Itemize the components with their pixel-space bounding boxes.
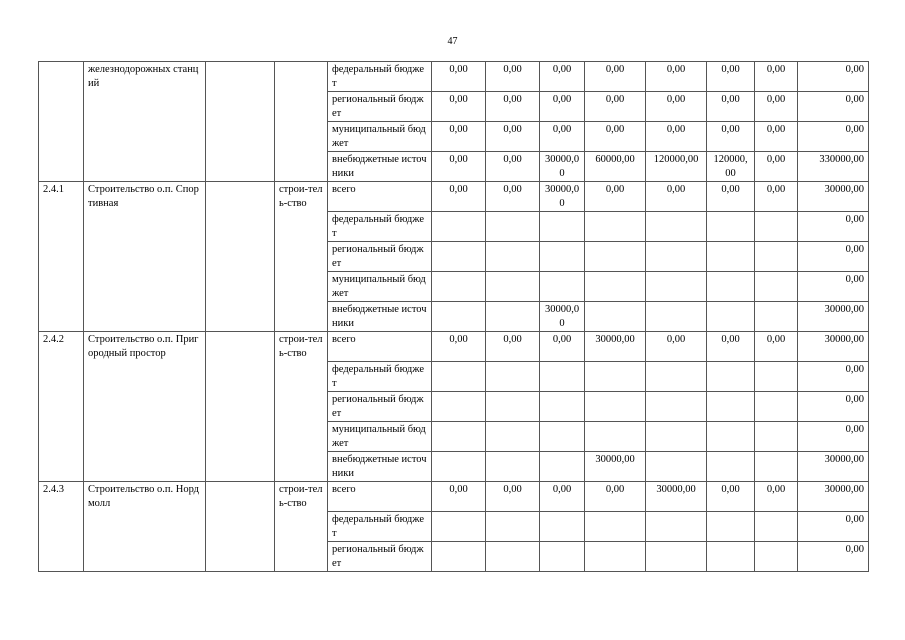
value-cell: 0,00 (707, 122, 755, 152)
value-cell: 0,00 (432, 122, 486, 152)
funding-source: федеральный бюджет (328, 362, 432, 392)
item-code (39, 62, 84, 182)
value-cell: 0,00 (585, 482, 646, 512)
item-name: железнодорожных станций (84, 62, 206, 182)
value-cell: 30000,00 (585, 332, 646, 362)
value-cell (646, 242, 707, 272)
value-cell: 30000,00 (798, 182, 869, 212)
value-cell (707, 212, 755, 242)
value-cell (486, 272, 540, 302)
value-cell (585, 542, 646, 572)
value-cell (540, 422, 585, 452)
value-cell: 0,00 (585, 92, 646, 122)
table-row (39, 332, 869, 362)
value-cell (707, 302, 755, 332)
funding-source: внебюджетные источники (328, 152, 432, 182)
value-cell: 0,00 (486, 182, 540, 212)
value-cell (755, 392, 798, 422)
funding-source: федеральный бюджет (328, 512, 432, 542)
value-cell: 0,00 (798, 392, 869, 422)
funding-source: внебюджетные источники (328, 452, 432, 482)
value-cell (646, 512, 707, 542)
value-cell (707, 362, 755, 392)
value-cell (432, 452, 486, 482)
funding-source: муниципальный бюджет (328, 272, 432, 302)
value-cell (486, 212, 540, 242)
value-cell (755, 512, 798, 542)
value-cell: 0,00 (486, 92, 540, 122)
value-cell: 0,00 (646, 92, 707, 122)
value-cell: 30000,00 (798, 332, 869, 362)
item-code: 2.4.1 (39, 182, 84, 332)
value-cell (486, 422, 540, 452)
value-cell: 0,00 (540, 92, 585, 122)
value-cell (646, 272, 707, 302)
value-cell (540, 212, 585, 242)
item-type: строи-тель-ство (275, 182, 328, 332)
funding-source: муниципальный бюджет (328, 122, 432, 152)
value-cell (432, 512, 486, 542)
value-cell: 0,00 (798, 122, 869, 152)
value-cell: 330000,00 (798, 152, 869, 182)
value-cell: 30000,00 (646, 482, 707, 512)
item-executor (206, 62, 275, 182)
value-cell (755, 212, 798, 242)
value-cell (755, 242, 798, 272)
value-cell (707, 422, 755, 452)
value-cell: 120000,00 (707, 152, 755, 182)
value-cell (585, 302, 646, 332)
value-cell: 0,00 (755, 152, 798, 182)
value-cell: 0,00 (707, 332, 755, 362)
value-cell: 30000,00 (798, 482, 869, 512)
value-cell: 0,00 (432, 332, 486, 362)
value-cell: 0,00 (798, 272, 869, 302)
value-cell: 0,00 (646, 62, 707, 92)
value-cell (486, 512, 540, 542)
value-cell (707, 512, 755, 542)
value-cell: 120000,00 (646, 152, 707, 182)
value-cell (755, 542, 798, 572)
value-cell: 60000,00 (585, 152, 646, 182)
item-code: 2.4.2 (39, 332, 84, 482)
value-cell: 0,00 (486, 332, 540, 362)
value-cell: 30000,00 (540, 152, 585, 182)
value-cell: 30000,00 (798, 452, 869, 482)
value-cell (707, 392, 755, 422)
value-cell: 0,00 (540, 482, 585, 512)
value-cell (540, 392, 585, 422)
value-cell: 0,00 (432, 92, 486, 122)
item-type (275, 62, 328, 182)
value-cell (432, 302, 486, 332)
value-cell (585, 212, 646, 242)
value-cell: 0,00 (755, 332, 798, 362)
value-cell: 0,00 (432, 182, 486, 212)
value-cell: 0,00 (646, 122, 707, 152)
value-cell (486, 392, 540, 422)
value-cell (486, 362, 540, 392)
value-cell (646, 302, 707, 332)
value-cell: 0,00 (486, 482, 540, 512)
value-cell: 0,00 (755, 122, 798, 152)
value-cell (707, 542, 755, 572)
value-cell (585, 422, 646, 452)
value-cell (432, 392, 486, 422)
value-cell (585, 512, 646, 542)
item-name: Строительство о.п. Нордмолл (84, 482, 206, 572)
value-cell: 0,00 (798, 212, 869, 242)
funding-source: региональный бюджет (328, 392, 432, 422)
value-cell (755, 422, 798, 452)
funding-source: всего (328, 332, 432, 362)
value-cell (755, 452, 798, 482)
value-cell (707, 452, 755, 482)
value-cell: 0,00 (707, 182, 755, 212)
item-type: строи-тель-ство (275, 482, 328, 572)
value-cell: 0,00 (540, 332, 585, 362)
value-cell (646, 392, 707, 422)
value-cell (755, 362, 798, 392)
funding-source: всего (328, 482, 432, 512)
value-cell: 0,00 (707, 62, 755, 92)
value-cell (707, 242, 755, 272)
value-cell (432, 212, 486, 242)
table-body (39, 62, 869, 572)
value-cell (646, 452, 707, 482)
value-cell: 0,00 (585, 122, 646, 152)
value-cell (540, 512, 585, 542)
value-cell: 0,00 (755, 482, 798, 512)
value-cell: 30000,00 (540, 302, 585, 332)
item-name: Строительство о.п. Пригородный простор (84, 332, 206, 482)
value-cell: 0,00 (646, 332, 707, 362)
page-number: 47 (447, 36, 458, 47)
value-cell (432, 362, 486, 392)
value-cell (486, 242, 540, 272)
value-cell: 0,00 (798, 422, 869, 452)
value-cell: 0,00 (755, 182, 798, 212)
value-cell: 0,00 (707, 92, 755, 122)
value-cell: 0,00 (755, 92, 798, 122)
item-executor (206, 482, 275, 572)
value-cell (540, 272, 585, 302)
value-cell: 0,00 (540, 122, 585, 152)
value-cell (585, 272, 646, 302)
value-cell (540, 362, 585, 392)
item-name: Строительство о.п. Спортивная (84, 182, 206, 332)
value-cell: 0,00 (432, 62, 486, 92)
value-cell: 0,00 (585, 62, 646, 92)
item-type: строи-тель-ство (275, 332, 328, 482)
value-cell: 30000,00 (798, 302, 869, 332)
value-cell (585, 392, 646, 422)
value-cell (486, 452, 540, 482)
value-cell: 0,00 (432, 152, 486, 182)
value-cell: 0,00 (798, 512, 869, 542)
value-cell: 30000,00 (585, 452, 646, 482)
funding-source: муниципальный бюджет (328, 422, 432, 452)
funding-source: всего (328, 182, 432, 212)
item-code: 2.4.3 (39, 482, 84, 572)
value-cell: 0,00 (486, 152, 540, 182)
value-cell: 0,00 (432, 482, 486, 512)
value-cell: 0,00 (486, 122, 540, 152)
value-cell (540, 542, 585, 572)
funding-source: региональный бюджет (328, 92, 432, 122)
item-executor (206, 332, 275, 482)
value-cell (540, 242, 585, 272)
value-cell (432, 422, 486, 452)
value-cell (646, 212, 707, 242)
value-cell: 0,00 (798, 542, 869, 572)
value-cell (755, 272, 798, 302)
funding-source: региональный бюджет (328, 542, 432, 572)
table-row (39, 182, 869, 212)
value-cell: 0,00 (585, 182, 646, 212)
value-cell (540, 452, 585, 482)
value-cell: 0,00 (646, 182, 707, 212)
value-cell: 0,00 (798, 62, 869, 92)
item-executor (206, 182, 275, 332)
value-cell (486, 542, 540, 572)
value-cell: 0,00 (540, 62, 585, 92)
value-cell: 0,00 (798, 242, 869, 272)
funding-source: внебюджетные источники (328, 302, 432, 332)
table-row (39, 482, 869, 512)
value-cell (707, 272, 755, 302)
value-cell (755, 302, 798, 332)
value-cell (585, 242, 646, 272)
funding-source: федеральный бюджет (328, 212, 432, 242)
value-cell: 0,00 (707, 482, 755, 512)
funding-source: региональный бюджет (328, 242, 432, 272)
value-cell (432, 272, 486, 302)
value-cell: 0,00 (486, 62, 540, 92)
funding-source: федеральный бюджет (328, 62, 432, 92)
value-cell (432, 542, 486, 572)
value-cell: 30000,00 (540, 182, 585, 212)
budget-table (38, 61, 869, 572)
value-cell (486, 302, 540, 332)
value-cell (646, 362, 707, 392)
value-cell (646, 422, 707, 452)
value-cell (646, 542, 707, 572)
value-cell: 0,00 (798, 92, 869, 122)
table-row (39, 62, 869, 92)
value-cell (432, 242, 486, 272)
value-cell (585, 362, 646, 392)
value-cell: 0,00 (755, 62, 798, 92)
value-cell: 0,00 (798, 362, 869, 392)
